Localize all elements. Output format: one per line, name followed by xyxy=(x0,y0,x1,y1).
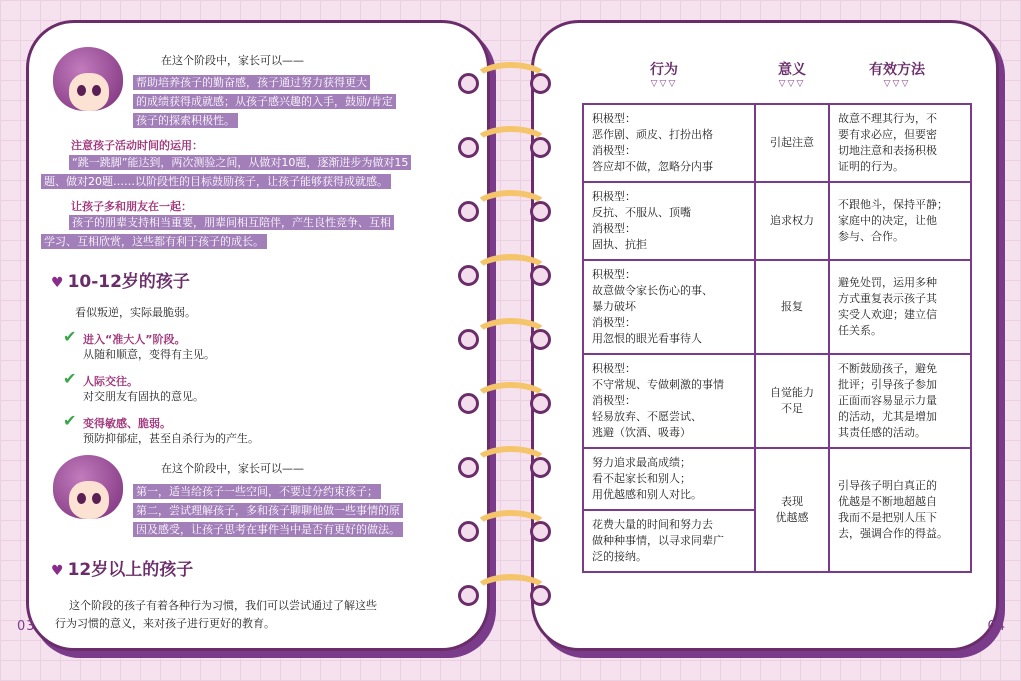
check-title: 进入“准大人”阶段。 xyxy=(83,333,186,346)
behavior-cell-line: 不守常规、专做刺激的事情 xyxy=(592,378,724,391)
method-cell-line: 批评；引导孩子参加 xyxy=(838,378,937,391)
subheading-friends: 让孩子多和朋友在一起： xyxy=(71,200,192,213)
heart-icon: ♥ xyxy=(51,275,64,291)
behavior-table xyxy=(582,103,972,573)
behavior-cell-line: 消极型： xyxy=(592,316,636,329)
check-title: 人际交往。 xyxy=(83,375,138,388)
method-cell-line: 其责任感的活动。 xyxy=(838,426,926,439)
highlight-line: 题、做对20题……以阶段性的目标鼓励孩子，让孩子能够获得成就感。 xyxy=(41,174,391,190)
page-number: 03 xyxy=(17,619,36,634)
method-cell-line: 切地注意和表扬积极 xyxy=(838,144,937,157)
method-cell-line: 正面而容易显示力量 xyxy=(838,394,937,407)
check-desc: 预防抑郁症，甚至自杀行为的产生。 xyxy=(83,432,259,445)
method-cell-line: 参与、合作。 xyxy=(838,230,904,243)
behavior-cell-line: 花费大量的时间和努力去 xyxy=(592,518,713,531)
triangle-icon: ▽▽▽ xyxy=(883,79,911,89)
binder-ring xyxy=(458,582,548,604)
binder-ring xyxy=(458,198,548,220)
heart-icon: ♥ xyxy=(51,563,64,579)
behavior-cell-line: 消极型： xyxy=(592,394,636,407)
behavior-cell-line: 消极型： xyxy=(592,222,636,235)
intro-text-2: 在这个阶段中，家长可以—— xyxy=(161,462,304,475)
behavior-cell-line: 积极型： xyxy=(592,268,636,281)
method-cell-line: 去，强调合作的得益。 xyxy=(838,527,948,540)
behavior-cell-line: 固执、抗拒 xyxy=(592,238,647,251)
binder-ring xyxy=(458,134,548,156)
meaning-cell-line: 报复 xyxy=(781,300,803,313)
highlight-line: 因及感受，让孩子思考在事件当中是否有更好的做法。 xyxy=(133,522,403,538)
behavior-cell-line: 暴力破坏 xyxy=(592,300,636,313)
method-cell xyxy=(829,104,971,182)
binder-ring xyxy=(458,390,548,412)
method-cell-line: 要有求必应，但要密 xyxy=(838,128,937,141)
binder-ring xyxy=(458,454,548,476)
section1-text: 看似叛逆，实际最脆弱。 xyxy=(75,306,196,319)
behavior-cell-line: 逃避（饮酒、吸毒） xyxy=(592,426,691,439)
method-cell-line: 避免处罚，运用多种 xyxy=(838,276,937,289)
method-cell-line: 我而不是把别人压下 xyxy=(838,511,937,524)
method-cell xyxy=(829,182,971,260)
table-row xyxy=(583,448,971,510)
method-cell-line: 故意不理其行为，不 xyxy=(838,112,937,125)
meaning-cell xyxy=(755,182,829,260)
left-page xyxy=(17,20,490,651)
column-header-meaning: 意义 xyxy=(778,62,806,78)
method-cell-line: 家庭中的决定，让他 xyxy=(838,214,937,227)
behavior-cell-line: 恶作剧、顽皮、打扮出格 xyxy=(592,128,713,141)
meaning-cell-line: 引起注意 xyxy=(770,136,814,149)
table-row xyxy=(583,104,971,182)
highlight-line: 孩子的探索积极性。 xyxy=(133,113,238,129)
behavior-cell xyxy=(583,510,755,572)
page-number: 04 xyxy=(987,619,1006,634)
meaning-cell xyxy=(755,104,829,182)
behavior-cell-line: 泛的接纳。 xyxy=(592,550,647,563)
method-cell-line: 证明的行为。 xyxy=(838,160,904,173)
column-header-behavior: 行为 xyxy=(650,62,678,78)
behavior-cell-line: 看不起家长和别人； xyxy=(592,472,691,485)
behavior-cell xyxy=(583,260,755,354)
behavior-cell xyxy=(583,354,755,448)
method-cell-line: 引导孩子明白真正的 xyxy=(838,479,937,492)
table-row xyxy=(583,182,971,260)
check-desc: 从随和顺意，变得有主见。 xyxy=(83,348,215,361)
behavior-cell-line: 积极型： xyxy=(592,362,636,375)
highlight-line: “跳一跳脚”能达到，两次测验之间，从做对10题，逐渐进步为做对15 xyxy=(69,155,411,171)
column-header-method: 有效方法 xyxy=(869,62,925,78)
highlight-line: 第一，适当给孩子一些空间，不要过分约束孩子； xyxy=(133,484,381,500)
behavior-cell-line: 努力追求最高成绩； xyxy=(592,456,691,469)
girl-illustration xyxy=(53,47,123,125)
behavior-cell-line: 故意做令家长伤心的事、 xyxy=(592,284,713,297)
highlight-line: 学习、互相欣赏，这些都有利于孩子的成长。 xyxy=(41,234,267,250)
check-icon: ✔ xyxy=(63,369,77,388)
meaning-cell-line: 表现 xyxy=(781,495,803,508)
triangle-icon: ▽▽▽ xyxy=(650,79,678,89)
intro-text-1: 在这个阶段中，家长可以—— xyxy=(161,54,304,67)
method-cell-line: 不断鼓励孩子，避免 xyxy=(838,362,937,375)
right-page xyxy=(531,20,1006,651)
behavior-cell xyxy=(583,104,755,182)
check-icon: ✔ xyxy=(63,411,77,430)
section-title-10-12: ♥ 10-12岁的孩子 xyxy=(51,267,190,292)
behavior-cell-line: 做种种事情，以寻求同辈广 xyxy=(592,534,724,547)
method-cell-line: 的活动，尤其是增加 xyxy=(838,410,937,423)
binder-ring xyxy=(458,518,548,540)
section2-text: 这个阶段的孩子有着各种行为习惯，我们可以尝试通过了解这些 xyxy=(69,599,377,612)
table-row xyxy=(583,354,971,448)
highlight-line: 孩子的朋辈支持相当重要，朋辈间相互陪伴，产生良性竞争、互相 xyxy=(69,215,394,231)
highlight-line: 第二，尝试理解孩子，多和孩子聊聊他做一些事情的原 xyxy=(133,503,403,519)
method-cell-line: 优越是不断地超越自 xyxy=(838,495,937,508)
check-title: 变得敏感、脆弱。 xyxy=(83,417,171,430)
behavior-cell xyxy=(583,448,755,510)
behavior-cell-line: 积极型： xyxy=(592,112,636,125)
method-cell-line: 任关系。 xyxy=(838,324,882,337)
meaning-cell xyxy=(755,448,829,572)
behavior-cell-line: 用优越感和别人对比。 xyxy=(592,488,702,501)
highlight-line: 帮助培养孩子的勤奋感，孩子通过努力获得更大 xyxy=(133,75,370,91)
section2-text: 行为习惯的意义，来对孩子进行更好的教育。 xyxy=(55,617,275,630)
girl-illustration xyxy=(53,455,123,533)
method-cell xyxy=(829,354,971,448)
check-desc: 对交朋友有固执的意见。 xyxy=(83,390,204,403)
check-icon: ✔ xyxy=(63,327,77,346)
behavior-cell-line: 用忽恨的眼光看事待人 xyxy=(592,332,702,345)
meaning-cell xyxy=(755,260,829,354)
binder-ring xyxy=(458,326,548,348)
method-cell-line: 方式重复表示孩子其 xyxy=(838,292,937,305)
method-cell-line: 实受人欢迎；建立信 xyxy=(838,308,937,321)
binder-ring xyxy=(458,70,548,92)
method-cell xyxy=(829,260,971,354)
binder-ring xyxy=(458,262,548,284)
section-title-12-plus: ♥ 12岁以上的孩子 xyxy=(51,555,193,580)
method-cell-line: 不跟他斗，保持平静； xyxy=(838,198,948,211)
behavior-cell-line: 积极型： xyxy=(592,190,636,203)
meaning-cell-line: 不足 xyxy=(781,402,803,415)
behavior-cell-line: 反抗、不服从、顶嘴 xyxy=(592,206,691,219)
table-row xyxy=(583,260,971,354)
meaning-cell xyxy=(755,354,829,448)
meaning-cell-line: 自觉能力 xyxy=(770,386,814,399)
meaning-cell-line: 追求权力 xyxy=(770,214,814,227)
method-cell xyxy=(829,448,971,572)
triangle-icon: ▽▽▽ xyxy=(778,79,806,89)
behavior-cell-line: 消极型： xyxy=(592,144,636,157)
meaning-cell-line: 优越感 xyxy=(775,511,809,524)
highlight-line: 的成绩获得成就感；从孩子感兴趣的入手，鼓励/肯定 xyxy=(133,94,396,110)
behavior-cell xyxy=(583,182,755,260)
behavior-cell-line: 答应却不做，忽略分内事 xyxy=(592,160,713,173)
behavior-cell-line: 轻易放弃、不愿尝试、 xyxy=(592,410,702,423)
subheading-activity-time: 注意孩子活动时间的运用： xyxy=(71,139,203,152)
